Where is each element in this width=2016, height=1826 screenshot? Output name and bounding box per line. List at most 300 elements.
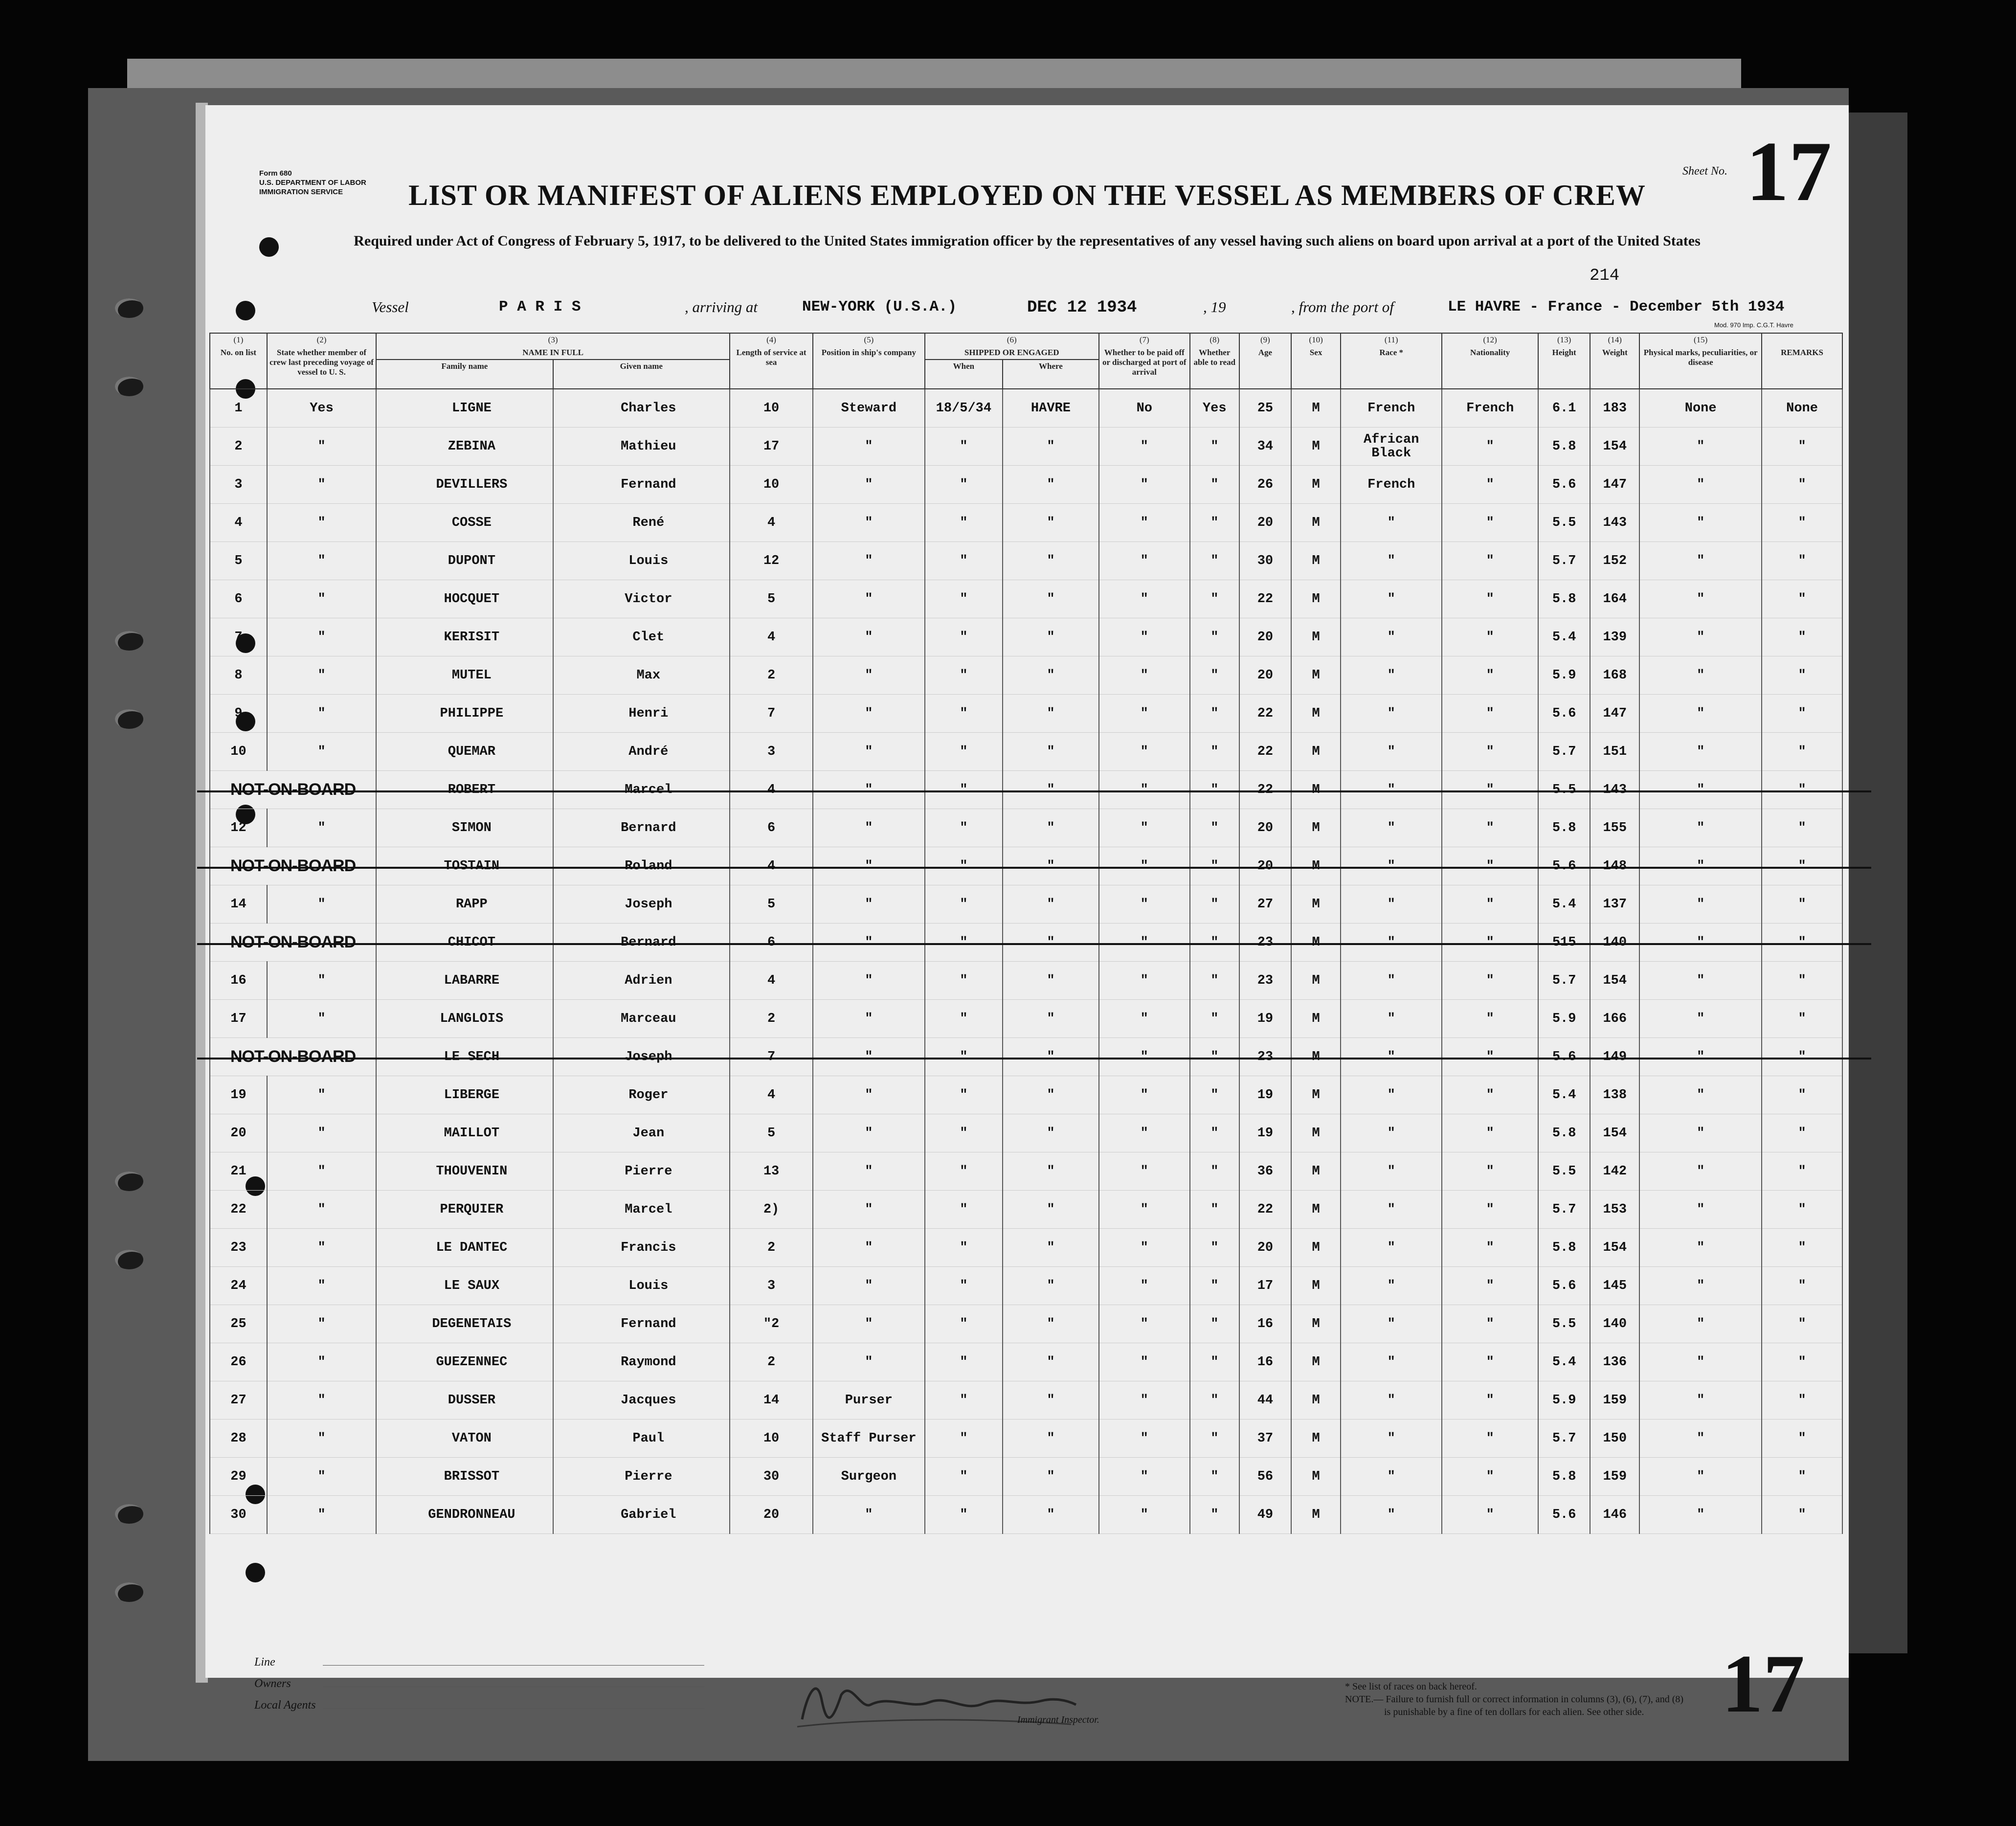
cell-where: ": [1003, 1420, 1099, 1458]
cell-prev: ": [267, 1381, 376, 1420]
cell-given: Victor: [553, 580, 730, 618]
cell-paid: ": [1099, 580, 1190, 618]
cell-svc: 10: [730, 466, 813, 504]
row-number: [210, 771, 376, 809]
side-strip: [1839, 113, 1907, 1653]
cell-prev: ": [267, 695, 376, 733]
cell-sex: M: [1291, 1420, 1341, 1458]
cell-when: ": [925, 1076, 1003, 1114]
cell-sex: M: [1291, 656, 1341, 695]
cell-when: ": [925, 809, 1003, 847]
cell-sex: M: [1291, 733, 1341, 771]
cell-rem: ": [1762, 1076, 1842, 1114]
owners-label: Owners: [254, 1677, 291, 1690]
cell-svc: 3: [730, 1267, 813, 1305]
cell-sex: M: [1291, 771, 1341, 809]
cell-race: ": [1341, 1420, 1442, 1458]
cell-nat: ": [1442, 1420, 1538, 1458]
cell-rem: ": [1762, 1267, 1842, 1305]
cell-given: Louis: [553, 542, 730, 580]
table-row: [210, 1000, 1842, 1038]
row-number: 12: [210, 809, 267, 847]
cell-given: Fernand: [553, 466, 730, 504]
header-where: Where: [1003, 360, 1099, 389]
cell-where: ": [1003, 1038, 1099, 1076]
cell-given: Raymond: [553, 1343, 730, 1381]
cell-family: MAILLOT: [376, 1114, 553, 1152]
cell-sex: M: [1291, 1267, 1341, 1305]
cell-read: ": [1190, 580, 1239, 618]
table-row: [210, 695, 1842, 733]
cell-ht: 5.6: [1538, 695, 1590, 733]
cell-nat: ": [1442, 809, 1538, 847]
cell-age: 22: [1239, 733, 1291, 771]
cell-rem: ": [1762, 504, 1842, 542]
cell-wt: 136: [1590, 1343, 1639, 1381]
cell-age: 22: [1239, 771, 1291, 809]
cell-race: ": [1341, 1229, 1442, 1267]
cell-age: 34: [1239, 428, 1291, 466]
cell-nat: ": [1442, 962, 1538, 1000]
manifest-sheet: [205, 105, 1849, 1730]
cell-age: 20: [1239, 504, 1291, 542]
table-row: [210, 580, 1842, 618]
cell-race: ": [1341, 1305, 1442, 1343]
cell-svc: 2): [730, 1191, 813, 1229]
cell-ht: 5.8: [1538, 1229, 1590, 1267]
cell-read: ": [1190, 1191, 1239, 1229]
cell-race: ": [1341, 962, 1442, 1000]
cell-sex: M: [1291, 504, 1341, 542]
cell-race: ": [1341, 771, 1442, 809]
cell-age: 44: [1239, 1381, 1291, 1420]
cell-rem: ": [1762, 1420, 1842, 1458]
cell-paid: ": [1099, 1152, 1190, 1191]
cell-wt: 164: [1590, 580, 1639, 618]
cell-given: Mathieu: [553, 428, 730, 466]
cell-rem: ": [1762, 924, 1842, 962]
cell-when: ": [925, 1152, 1003, 1191]
cell-svc: 7: [730, 695, 813, 733]
cell-paid: ": [1099, 504, 1190, 542]
cell-family: LE SECH: [376, 1038, 553, 1076]
cell-wt: 140: [1590, 1305, 1639, 1343]
cell-where: ": [1003, 656, 1099, 695]
cell-sex: M: [1291, 1381, 1341, 1420]
cell-age: 22: [1239, 695, 1291, 733]
cell-age: 16: [1239, 1305, 1291, 1343]
cell-paid: ": [1099, 1381, 1190, 1420]
sheet-number-label: Sheet No.: [1682, 165, 1727, 178]
cell-phys: ": [1639, 428, 1762, 466]
strike-through-line: [197, 790, 1871, 792]
cell-sex: M: [1291, 962, 1341, 1000]
cell-where: ": [1003, 885, 1099, 924]
header-nationality: Nationality: [1442, 346, 1538, 389]
cell-when: ": [925, 733, 1003, 771]
cell-ht: 5.5: [1538, 771, 1590, 809]
table-row: [210, 1305, 1842, 1343]
cell-nat: ": [1442, 1496, 1538, 1534]
cell-given: Bernard: [553, 809, 730, 847]
cell-prev: ": [267, 1267, 376, 1305]
cell-rem: ": [1762, 695, 1842, 733]
cell-family: LABARRE: [376, 962, 553, 1000]
cell-read: ": [1190, 962, 1239, 1000]
cell-nat: ": [1442, 847, 1538, 885]
cell-sex: M: [1291, 1076, 1341, 1114]
cell-phys: ": [1639, 656, 1762, 695]
row-number: 29: [210, 1458, 267, 1496]
header-weight: Weight: [1590, 346, 1639, 389]
table-row: [210, 542, 1842, 580]
cell-when: ": [925, 695, 1003, 733]
cell-given: Pierre: [553, 1458, 730, 1496]
cell-race: ": [1341, 618, 1442, 656]
cell-nat: ": [1442, 1381, 1538, 1420]
cell-wt: 142: [1590, 1152, 1639, 1191]
cell-prev: ": [267, 1076, 376, 1114]
table-row: [210, 733, 1842, 771]
header-physical-marks: Physical marks, peculiarities, or disease: [1639, 346, 1762, 389]
row-number: 28: [210, 1420, 267, 1458]
cell-svc: "2: [730, 1305, 813, 1343]
cell-ht: 5.5: [1538, 1305, 1590, 1343]
cell-phys: ": [1639, 1076, 1762, 1114]
cell-nat: ": [1442, 695, 1538, 733]
cell-where: ": [1003, 1229, 1099, 1267]
cell-where: ": [1003, 1267, 1099, 1305]
cell-nat: ": [1442, 504, 1538, 542]
cell-wt: 138: [1590, 1076, 1639, 1114]
cell-ht: 5.8: [1538, 580, 1590, 618]
cell-given: Marcel: [553, 771, 730, 809]
row-number: 4: [210, 504, 267, 542]
cell-where: ": [1003, 962, 1099, 1000]
cell-paid: ": [1099, 1458, 1190, 1496]
cell-pos: ": [813, 428, 925, 466]
cell-when: ": [925, 1000, 1003, 1038]
cell-wt: 153: [1590, 1191, 1639, 1229]
cell-family: COSSE: [376, 504, 553, 542]
cell-ht: 5.8: [1538, 428, 1590, 466]
cell-wt: 154: [1590, 1229, 1639, 1267]
cell-family: TOSTAIN: [376, 847, 553, 885]
cell-race: African Black: [1341, 428, 1442, 466]
local-agents-label: Local Agents: [254, 1699, 316, 1712]
cell-sex: M: [1291, 1038, 1341, 1076]
strike-through-line: [197, 867, 1871, 869]
cell-svc: 4: [730, 771, 813, 809]
cell-phys: ": [1639, 885, 1762, 924]
header-age: Age: [1239, 346, 1291, 389]
cell-given: Jean: [553, 1114, 730, 1152]
table-row: [210, 466, 1842, 504]
cell-family: GUEZENNEC: [376, 1343, 553, 1381]
cell-sex: M: [1291, 580, 1341, 618]
table-row: [210, 809, 1842, 847]
cell-family: DUPONT: [376, 542, 553, 580]
cell-pos: ": [813, 1343, 925, 1381]
cell-prev: ": [267, 1420, 376, 1458]
cell-pos: ": [813, 618, 925, 656]
cell-pos: ": [813, 466, 925, 504]
cell-ht: 5.5: [1538, 504, 1590, 542]
row-number: 7: [210, 618, 267, 656]
cell-where: ": [1003, 1381, 1099, 1420]
table-row: [210, 1458, 1842, 1496]
cell-phys: ": [1639, 962, 1762, 1000]
cell-pos: ": [813, 1267, 925, 1305]
cell-family: PHILIPPE: [376, 695, 553, 733]
cell-read: ": [1190, 1420, 1239, 1458]
cell-sex: M: [1291, 809, 1341, 847]
cell-sex: M: [1291, 1305, 1341, 1343]
cell-sex: M: [1291, 389, 1341, 428]
cell-given: Gabriel: [553, 1496, 730, 1534]
cell-race: ": [1341, 656, 1442, 695]
table-row: [210, 656, 1842, 695]
cell-paid: ": [1099, 962, 1190, 1000]
cell-family: ROBERT: [376, 771, 553, 809]
cell-sex: M: [1291, 1496, 1341, 1534]
cell-phys: ": [1639, 1420, 1762, 1458]
cell-prev: ": [267, 466, 376, 504]
cell-phys: ": [1639, 1152, 1762, 1191]
cell-prev: ": [267, 1229, 376, 1267]
cell-ht: 5.6: [1538, 1496, 1590, 1534]
cell-paid: ": [1099, 542, 1190, 580]
cell-race: ": [1341, 1496, 1442, 1534]
cell-phys: ": [1639, 504, 1762, 542]
cell-where: ": [1003, 1343, 1099, 1381]
cell-sex: M: [1291, 924, 1341, 962]
cell-race: ": [1341, 504, 1442, 542]
cell-prev: ": [267, 542, 376, 580]
cell-family: QUEMAR: [376, 733, 553, 771]
cell-given: Jacques: [553, 1381, 730, 1420]
header-sex: Sex: [1291, 346, 1341, 389]
cell-where: ": [1003, 924, 1099, 962]
cell-paid: ": [1099, 1267, 1190, 1305]
from-port-label: , from the port of: [1291, 298, 1394, 316]
cell-read: ": [1190, 695, 1239, 733]
cell-where: ": [1003, 580, 1099, 618]
cell-race: French: [1341, 389, 1442, 428]
cell-svc: 4: [730, 847, 813, 885]
footer-lines: [254, 1656, 704, 1720]
cell-svc: 5: [730, 1114, 813, 1152]
cell-race: ": [1341, 695, 1442, 733]
cell-wt: 155: [1590, 809, 1639, 847]
cell-sex: M: [1291, 618, 1341, 656]
header-paid-off: Whether to be paid off or discharged at port of arrival: [1099, 346, 1190, 389]
cell-ht: 6.1: [1538, 389, 1590, 428]
cell-ht: 5.7: [1538, 962, 1590, 1000]
row-number: 30: [210, 1496, 267, 1534]
cell-when: ": [925, 580, 1003, 618]
cell-given: Joseph: [553, 885, 730, 924]
row-number: 19: [210, 1076, 267, 1114]
cell-when: 18/5/34: [925, 389, 1003, 428]
cell-svc: 10: [730, 1420, 813, 1458]
cell-svc: 17: [730, 428, 813, 466]
cell-ht: 5.4: [1538, 1343, 1590, 1381]
cell-svc: 7: [730, 1038, 813, 1076]
document-title: LIST OR MANIFEST OF ALIENS EMPLOYED ON THE VESSEL AS MEMBERS OF CREW: [408, 179, 1646, 211]
cell-given: Henri: [553, 695, 730, 733]
cell-read: ": [1190, 656, 1239, 695]
cell-family: VATON: [376, 1420, 553, 1458]
cell-wt: 159: [1590, 1381, 1639, 1420]
row-number: 10: [210, 733, 267, 771]
cell-svc: 20: [730, 1496, 813, 1534]
cell-nat: ": [1442, 466, 1538, 504]
strike-through-line: [197, 943, 1871, 945]
cell-nat: ": [1442, 1343, 1538, 1381]
cell-race: ": [1341, 1458, 1442, 1496]
row-number: 17: [210, 1000, 267, 1038]
cell-race: ": [1341, 847, 1442, 885]
cell-svc: 14: [730, 1381, 813, 1420]
cell-pos: ": [813, 695, 925, 733]
row-number: 8: [210, 656, 267, 695]
cell-read: ": [1190, 771, 1239, 809]
cell-family: LE SAUX: [376, 1267, 553, 1305]
cell-svc: 4: [730, 962, 813, 1000]
cell-sex: M: [1291, 1152, 1341, 1191]
cell-paid: ": [1099, 1114, 1190, 1152]
cell-phys: ": [1639, 1305, 1762, 1343]
cell-when: ": [925, 618, 1003, 656]
cell-when: ": [925, 962, 1003, 1000]
cell-paid: ": [1099, 1496, 1190, 1534]
cell-phys: ": [1639, 1343, 1762, 1381]
row-number: 5: [210, 542, 267, 580]
cell-prev: ": [267, 1114, 376, 1152]
row-number: 26: [210, 1343, 267, 1381]
cell-prev: ": [267, 504, 376, 542]
cell-wt: 150: [1590, 1420, 1639, 1458]
cell-age: 22: [1239, 1191, 1291, 1229]
row-number: 16: [210, 962, 267, 1000]
cell-race: ": [1341, 1114, 1442, 1152]
cell-rem: ": [1762, 656, 1842, 695]
cell-nat: ": [1442, 1305, 1538, 1343]
cell-phys: ": [1639, 1496, 1762, 1534]
cell-nat: ": [1442, 1267, 1538, 1305]
cell-paid: ": [1099, 1000, 1190, 1038]
cell-when: ": [925, 1420, 1003, 1458]
cell-family: LIBERGE: [376, 1076, 553, 1114]
cell-ht: 5.8: [1538, 809, 1590, 847]
table-row: [210, 847, 1842, 885]
row-number: [210, 847, 376, 885]
cell-nat: ": [1442, 885, 1538, 924]
cell-given: Clet: [553, 618, 730, 656]
cell-where: ": [1003, 542, 1099, 580]
cell-pos: ": [813, 847, 925, 885]
cell-where: HAVRE: [1003, 389, 1099, 428]
cell-sex: M: [1291, 542, 1341, 580]
cell-read: ": [1190, 1229, 1239, 1267]
cell-family: CHICOT: [376, 924, 553, 962]
crew-manifest-table: [209, 333, 1843, 1534]
cell-nat: ": [1442, 542, 1538, 580]
cell-age: 20: [1239, 847, 1291, 885]
cell-prev: ": [267, 580, 376, 618]
cell-wt: 183: [1590, 389, 1639, 428]
cell-given: André: [553, 733, 730, 771]
cell-sex: M: [1291, 695, 1341, 733]
cell-rem: ": [1762, 847, 1842, 885]
cell-pos: ": [813, 542, 925, 580]
cell-pos: ": [813, 733, 925, 771]
cell-wt: 149: [1590, 1038, 1639, 1076]
cell-rem: ": [1762, 618, 1842, 656]
table-row: [210, 1191, 1842, 1229]
cell-when: ": [925, 1267, 1003, 1305]
cell-prev: ": [267, 1458, 376, 1496]
cell-rem: ": [1762, 962, 1842, 1000]
cell-pos: ": [813, 1191, 925, 1229]
cell-prev: ": [267, 428, 376, 466]
cell-wt: 146: [1590, 1496, 1639, 1534]
line-label: Line: [254, 1656, 275, 1668]
cell-race: ": [1341, 1038, 1442, 1076]
cell-svc: 4: [730, 1076, 813, 1114]
cell-race: ": [1341, 1191, 1442, 1229]
cell-pos: Purser: [813, 1381, 925, 1420]
cell-where: ": [1003, 1191, 1099, 1229]
cell-wt: 148: [1590, 847, 1639, 885]
row-number: 6: [210, 580, 267, 618]
cell-prev: Yes: [267, 389, 376, 428]
column-number-row: (1) (2) (3) (4) (5) (6) (7) (8) (9) (10) (11) (12) (13) (14) (15): [210, 333, 1842, 346]
cell-paid: ": [1099, 1343, 1190, 1381]
cell-pos: ": [813, 1038, 925, 1076]
cell-sex: M: [1291, 466, 1341, 504]
cell-given: Adrien: [553, 962, 730, 1000]
cell-prev: ": [267, 1496, 376, 1534]
cell-when: ": [925, 885, 1003, 924]
cell-where: ": [1003, 847, 1099, 885]
cell-svc: 2: [730, 1229, 813, 1267]
cell-wt: 145: [1590, 1267, 1639, 1305]
cell-age: 19: [1239, 1076, 1291, 1114]
cell-pos: ": [813, 771, 925, 809]
row-number: 25: [210, 1305, 267, 1343]
header-remarks: REMARKS: [1762, 346, 1842, 389]
column-header-row: [210, 346, 1842, 360]
cell-family: BRISSOT: [376, 1458, 553, 1496]
table-row: [210, 1152, 1842, 1191]
cell-phys: ": [1639, 580, 1762, 618]
table-row: [210, 389, 1842, 428]
cell-age: 19: [1239, 1000, 1291, 1038]
cell-read: ": [1190, 809, 1239, 847]
from-port: LE HAVRE - France - December 5th 1934: [1448, 298, 1785, 316]
cell-family: SIMON: [376, 809, 553, 847]
table-row: [210, 504, 1842, 542]
cell-family: KERISIT: [376, 618, 553, 656]
inspector-label: Immigrant Inspector.: [1017, 1714, 1099, 1725]
cell-pos: Staff Purser: [813, 1420, 925, 1458]
cell-nat: ": [1442, 1458, 1538, 1496]
cell-nat: ": [1442, 924, 1538, 962]
cell-phys: ": [1639, 847, 1762, 885]
cell-where: ": [1003, 428, 1099, 466]
